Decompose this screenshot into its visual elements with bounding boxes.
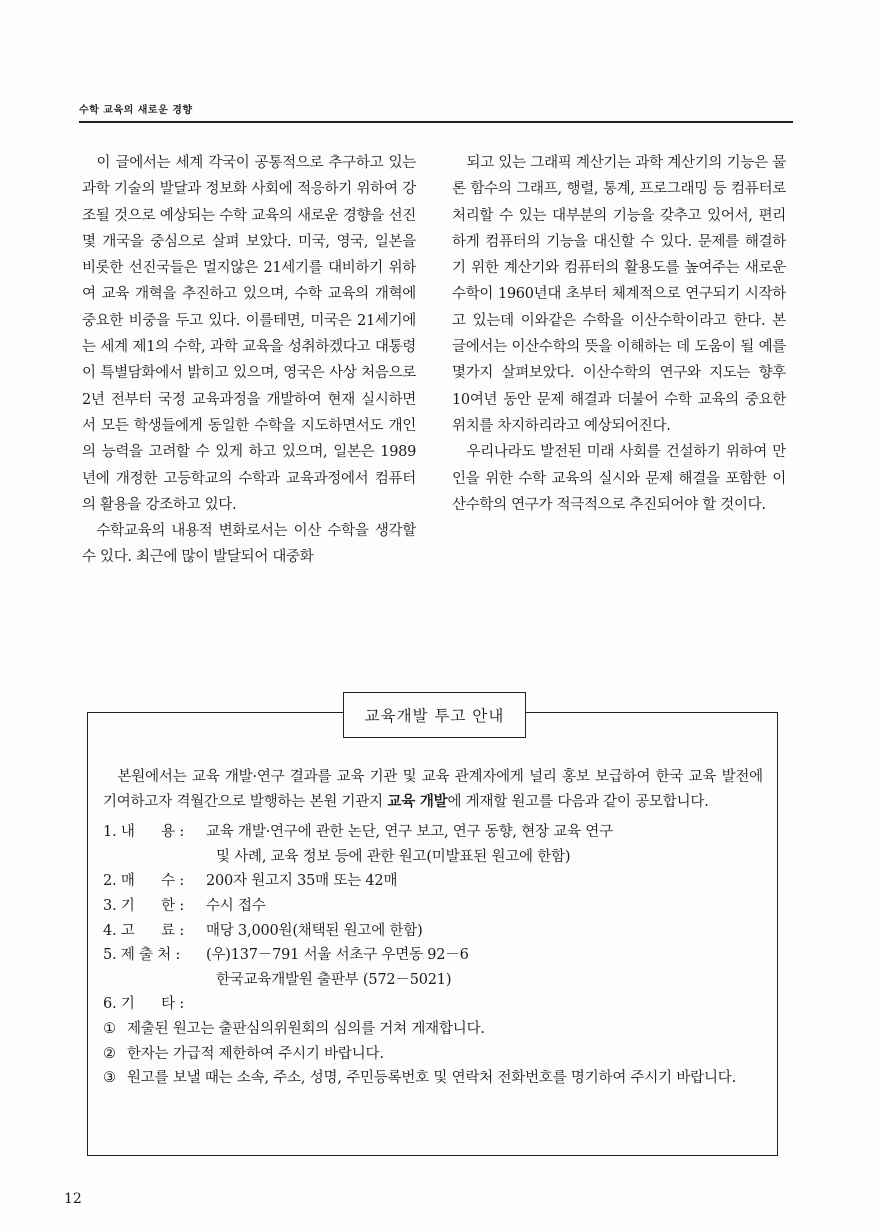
article-paragraph: 이 글에서는 세계 각국이 공통적으로 추구하고 있는 과학 기술의 발달과 정보화 사회에 적응하기 위하여 강조될 것으로 예상되는 수학 교육의 새로운 경향을 선진 몇 개국을 중심으로 살펴 보았다. 미국, 영국, 일본을 비롯한 선진국들은 멀지않은 21세기를 대비하기 위하여 교육 개혁을 추진하고 있으며, 수학 교육의 개혁에 중요한 비중을 두고 있다. 이를테면, 미국은 21세기에는 세계 제1의 수학, 과학 교육을 성취하겠다고 대통령이 특별담화에서 밝히고 있으며, 영국은 사상 처음으로 2년 전부터 국정 교육과정을 개발하여 현재 실시하면서 모든 학생들에게 동일한 수학을 지도하면서도 개인의 능력을 고려할 수 있게 하고 있으며, 일본은 1989년에 개정한 고등학교의 수학과 교육과정에서 컴퓨터의 활용을 강조하고 있다.: [82, 155, 416, 513]
article-paragraph: 우리나라도 발전된 미래 사회를 건설하기 위하여 만인을 위한 수학 교육의 실시와 문제 해결을 포함한 이산수학의 연구가 적극적으로 추진되어야 할 것이다.: [452, 444, 786, 513]
running-header: 수학 교육의 새로운 경향: [79, 105, 193, 116]
notice-item-content: [103, 820, 763, 845]
note-text: 한자는 가급적 제한하여 주시기 바랍니다.: [127, 1045, 384, 1062]
header-rule: [79, 121, 793, 123]
item-continuation: 및 사례, 교육 정보 등에 관한 원고(미발표된 원고에 한함): [216, 848, 571, 865]
item-value: [206, 992, 763, 1017]
item-label: 5. 제 출 처 :: [103, 947, 185, 964]
notice-intro-text: 본원에서는 교육 개발·연구 결과를 교육 기관 및 교육 관계자에게 널리 홍보 보급하여 한국 교육 발전에 기여하고자 격월간으로 발행하는 본원 기관지: [103, 769, 763, 810]
notice-items: [103, 820, 763, 1017]
notice-title: 교육개발 투고 안내: [343, 692, 526, 738]
item-label: 6. 기 타 :: [103, 996, 189, 1013]
item-value: 교육 개발·연구에 관한 논단, 연구 보고, 연구 동향, 현장 교육 연구: [206, 824, 613, 841]
note-text: 제출된 원고는 출판심의위원회의 심의를 거쳐 게재합니다.: [127, 1020, 485, 1037]
article-paragraph: 수학교육의 내용적 변화로서는 이산 수학을 생각할 수 있다. 최근에 많이 발달되어 대중화: [82, 523, 416, 566]
notice-notes: [103, 1017, 763, 1091]
note-text: 원고를 보낼 때는 소속, 주소, 성명, 주민등록번호 및 연락처 전화번호를 명기하여 주시기 바랍니다.: [127, 1070, 737, 1087]
article-column-right: [452, 150, 786, 518]
notice-body: [103, 765, 763, 1091]
note-number: ①: [103, 1020, 116, 1037]
notice-item-other: [103, 992, 763, 1017]
item-value: (우)137－791 서울 서초구 우면동 92－6: [206, 947, 469, 964]
item-label: 4. 고 료 :: [103, 922, 189, 939]
item-value: 매당 3,000원(채택된 원고에 한함): [206, 922, 423, 939]
notice-item-fee: [103, 919, 763, 944]
note-number: ③: [103, 1070, 116, 1087]
notice-intro: [103, 765, 763, 814]
page-number: 12: [64, 1191, 82, 1207]
item-value: 200자 원고지 35매 또는 42매: [206, 873, 398, 890]
notice-item-length: [103, 869, 763, 894]
article-paragraph: 되고 있는 그래픽 계산기는 과학 계산기의 기능은 물론 함수의 그래프, 행렬, 통계, 프로그래밍 등 컴퓨터로 처리할 수 있는 대부분의 기능을 갖추고 있어서, 편리하게 컴퓨터의 기능을 대신할 수 있다. 문제를 해결하기 위한 계산기와 컴퓨터의 활용도를 높여주는 새로운 수학이 1960년대 초부터 체계적으로 연구되기 시작하고 있는데 이와같은 수학을 이산수학이라고 한다. 본 글에서는 이산수학의 뜻을 이해하는 데 도움이 될 예를 몇가지 살펴보았다. 이산수학의 연구와 지도는 향후 10여년 동안 문제 해결과 더불어 수학 교육의 중요한 위치를 차지하리라고 예상되어진다.: [452, 155, 786, 434]
notice-intro-text-end: 에 게재할 원고를 다음과 같이 공모합니다.: [447, 793, 709, 810]
note-item: [103, 1042, 763, 1067]
item-value: 수시 접수: [206, 897, 266, 914]
note-item: [103, 1017, 763, 1042]
item-label: 3. 기 한 :: [103, 897, 189, 914]
item-label: 2. 매 수 :: [103, 873, 189, 890]
note-number: ②: [103, 1045, 116, 1062]
notice-item-address: [103, 943, 763, 968]
item-continuation: 한국교육개발원 출판부 (572－5021): [216, 971, 452, 988]
item-label: 1. 내 용 :: [103, 824, 189, 841]
note-item: [103, 1066, 763, 1091]
article-column-left: [82, 150, 416, 571]
journal-name: 교육 개발: [387, 792, 448, 810]
notice-item-deadline: [103, 894, 763, 919]
